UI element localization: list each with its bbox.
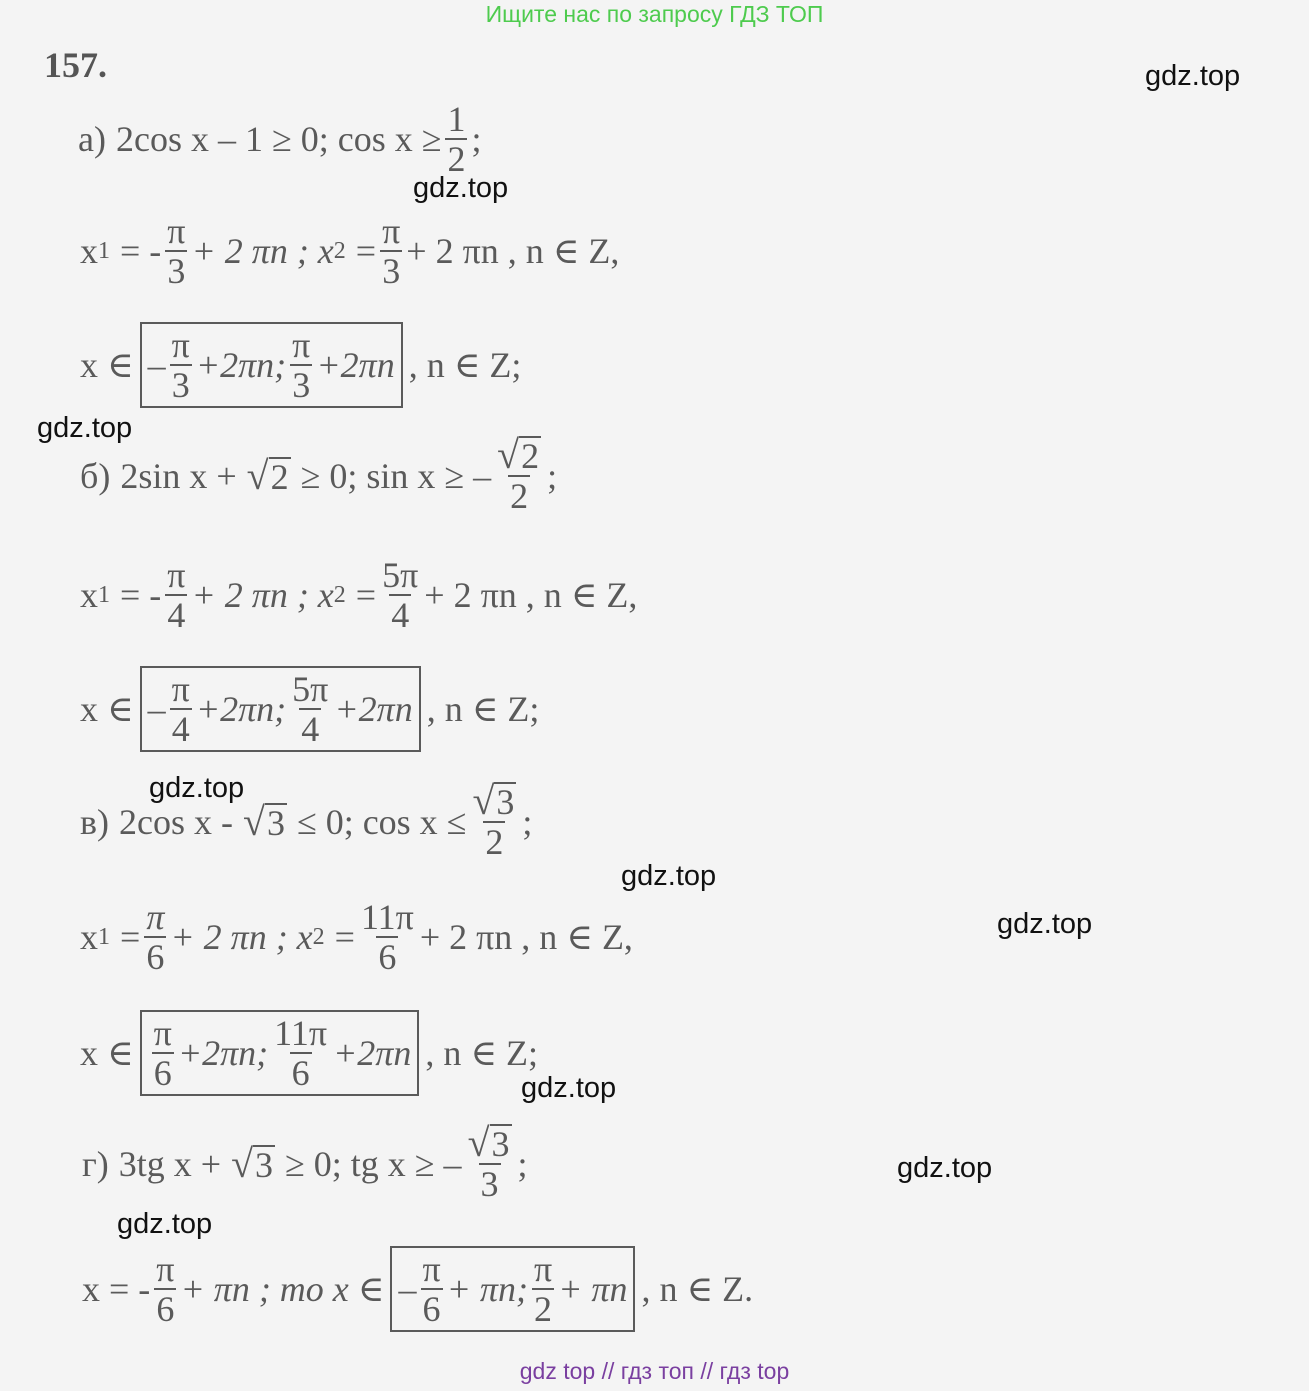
fraction [165, 556, 187, 634]
equals: = - [120, 231, 162, 271]
interval-tail: , n ∈ Z; [425, 1033, 538, 1073]
var-x: x [80, 575, 98, 615]
square-root: √ 3 [242, 798, 285, 844]
numerator: π [171, 669, 190, 709]
numerator: 5π [292, 669, 329, 709]
punctuation: ; [517, 1143, 528, 1184]
watermark: gdz.top [521, 1072, 617, 1104]
fraction [144, 898, 166, 976]
root-tail: + 2 πn , n ∈ Z, [419, 917, 633, 957]
part-b-inequality [80, 432, 558, 516]
closed-interval [140, 666, 421, 752]
watermark: gdz.top [149, 772, 245, 804]
interval-tail: , n ∈ Z; [426, 689, 540, 729]
minus-sign: – [398, 1269, 417, 1309]
denominator: 3 [171, 365, 190, 405]
problem-number: 157. [44, 45, 107, 85]
solution-mid: + πn ; то x ∈ [180, 1269, 385, 1309]
fraction [170, 670, 192, 748]
punctuation: ; [547, 455, 558, 496]
numerator: √ 2 [497, 432, 540, 477]
inequality-text: 3tg x + [118, 1143, 222, 1184]
fraction [532, 1250, 554, 1328]
numerator: 5π [382, 555, 419, 595]
inequality-text: 2cos x – 1 ≥ 0; cos x ≥ [115, 119, 442, 159]
numerator: π [422, 1249, 441, 1289]
numerator: π [533, 1249, 553, 1289]
root-tail: + 2 πn ; x [170, 917, 313, 957]
watermark: gdz.top [37, 412, 133, 444]
radicand: 3 [255, 1144, 274, 1185]
inequality-text: ≤ 0; cos x ≤ [296, 801, 467, 842]
equals: = [355, 231, 377, 271]
denominator: 2 [447, 139, 466, 179]
inequality-text: 2sin x + [120, 455, 237, 496]
watermark: gdz.top [997, 908, 1093, 940]
part-g-inequality [82, 1120, 528, 1204]
fraction [290, 670, 330, 748]
numerator: π [167, 555, 186, 595]
square-root: √ 3 [231, 1140, 274, 1186]
numerator: π [146, 897, 165, 937]
part-a-interval [80, 322, 521, 408]
closed-interval [140, 322, 403, 408]
fraction [152, 1014, 174, 1092]
denominator: 2 [534, 1289, 553, 1329]
radicand: 3 [266, 802, 285, 843]
fraction [359, 898, 416, 976]
watermark: gdz.top [897, 1152, 993, 1184]
fraction [272, 1014, 329, 1092]
part-b-roots: x 1 = - $\frac{\pi}{4}$ + 2 πn ; x 2 = $\frac{5\pi}{4}$ + 2 πn , n ∈ Z, [80, 555, 638, 635]
watermark: gdz.top [413, 172, 509, 204]
fraction [470, 778, 518, 862]
fraction [154, 1250, 176, 1328]
top-banner[interactable]: Ищите нас по запросу ГДЗ ТОП [485, 1, 824, 27]
interval-prefix: x ∈ [80, 689, 134, 729]
part-v-inequality [80, 778, 533, 862]
root-tail: + 2 πn ; x [191, 575, 334, 615]
interval-term: + πn [558, 1269, 628, 1309]
watermark: gdz.top [1145, 60, 1241, 92]
inequality-text: ≥ 0; sin x ≥ – [300, 455, 492, 496]
denominator: 6 [378, 937, 397, 977]
part-label: в) [80, 801, 109, 842]
denominator: 6 [153, 1053, 172, 1093]
closed-interval [390, 1246, 635, 1332]
minus-sign: – [147, 689, 166, 729]
denominator: 2 [485, 822, 504, 862]
minus-sign: – [147, 345, 166, 385]
numerator: π [156, 1249, 175, 1289]
equals: = [120, 917, 141, 957]
inequality-text: 2cos x - [119, 801, 233, 842]
fraction [170, 326, 192, 404]
bottom-banner[interactable]: gdz top // гдз топ // гдз top [519, 1358, 790, 1384]
inequality-text: ≥ 0; tg x ≥ – [285, 1143, 462, 1184]
interval-tail: , n ∈ Z. [641, 1269, 754, 1309]
radicand: 2 [521, 436, 540, 476]
watermark: gdz.top [621, 860, 717, 892]
interval-term: +2πn; [195, 689, 287, 729]
watermark: gdz.top [117, 1208, 213, 1240]
closed-interval [140, 1010, 420, 1096]
solution-prefix: x = - [82, 1269, 151, 1309]
radicand: 3 [496, 782, 515, 822]
denominator: 2 [510, 476, 529, 516]
denominator: 4 [391, 595, 410, 635]
interval-term: + πn; [446, 1269, 528, 1309]
fraction [495, 432, 543, 516]
interval-term: +2πn [333, 1033, 412, 1073]
denominator: 6 [146, 937, 165, 977]
part-v-roots: x 1 = $\frac{\pi}{6}$ + 2 πn ; x 2 = $\frac{11\pi}{6}$ + 2 πn , n ∈ Z, [80, 897, 633, 977]
root-tail: + 2 πn , n ∈ Z, [406, 231, 620, 271]
numerator: π [382, 211, 401, 251]
denominator: 4 [301, 709, 320, 749]
fraction [165, 212, 187, 290]
interval-term: +2πn [316, 345, 395, 385]
denominator: 4 [171, 709, 190, 749]
interval-term: +2πn; [195, 345, 287, 385]
numerator: √ 3 [467, 1120, 510, 1165]
part-v-interval [80, 1010, 538, 1096]
equals: = [334, 917, 355, 957]
fraction [380, 556, 420, 634]
numerator: 11π [360, 897, 414, 937]
square-root: √ 2 [246, 452, 289, 498]
interval-prefix: x ∈ [80, 345, 134, 385]
interval-term: +2πn; [177, 1033, 269, 1073]
punctuation: ; [471, 119, 482, 159]
denominator: 3 [292, 365, 311, 405]
fraction [420, 1250, 442, 1328]
part-a-inequality [78, 100, 481, 178]
equals: = [355, 575, 377, 615]
equals: = - [120, 575, 162, 615]
denominator: 3 [382, 251, 401, 291]
numerator: √ 3 [472, 778, 515, 823]
root-tail: + 2 πn , n ∈ Z, [424, 575, 638, 615]
part-label: а) [78, 119, 106, 159]
root-tail: + 2 πn ; x [191, 231, 334, 271]
numerator: 1 [447, 99, 466, 139]
denominator: 6 [291, 1053, 310, 1093]
denominator: 6 [156, 1289, 175, 1329]
denominator: 3 [167, 251, 186, 291]
var-x: x [80, 231, 98, 271]
radicand: 3 [491, 1124, 510, 1164]
fraction [445, 100, 467, 178]
part-label: б) [80, 455, 111, 496]
radicand: 2 [270, 456, 289, 497]
var-x: x [80, 917, 98, 957]
fraction [466, 1120, 514, 1204]
denominator: 3 [480, 1164, 499, 1204]
part-b-interval [80, 666, 539, 752]
numerator: π [153, 1013, 172, 1053]
fraction [290, 326, 312, 404]
denominator: 6 [422, 1289, 441, 1329]
interval-tail: , n ∈ Z; [408, 345, 522, 385]
part-g-solution [82, 1246, 753, 1332]
interval-term: +2πn [334, 689, 413, 729]
interval-prefix: x ∈ [80, 1033, 134, 1073]
numerator: π [292, 325, 311, 365]
part-a-roots: x 1 = - $\frac{\pi}{3}$ + 2 πn ; x 2 = $\frac{\pi}{3}$ + 2 πn , n ∈ Z, [80, 211, 620, 291]
numerator: π [167, 211, 186, 251]
punctuation: ; [522, 801, 533, 842]
fraction [380, 212, 402, 290]
numerator: 11π [274, 1013, 328, 1053]
part-label: г) [82, 1143, 109, 1184]
numerator: π [171, 325, 190, 365]
denominator: 4 [167, 595, 186, 635]
